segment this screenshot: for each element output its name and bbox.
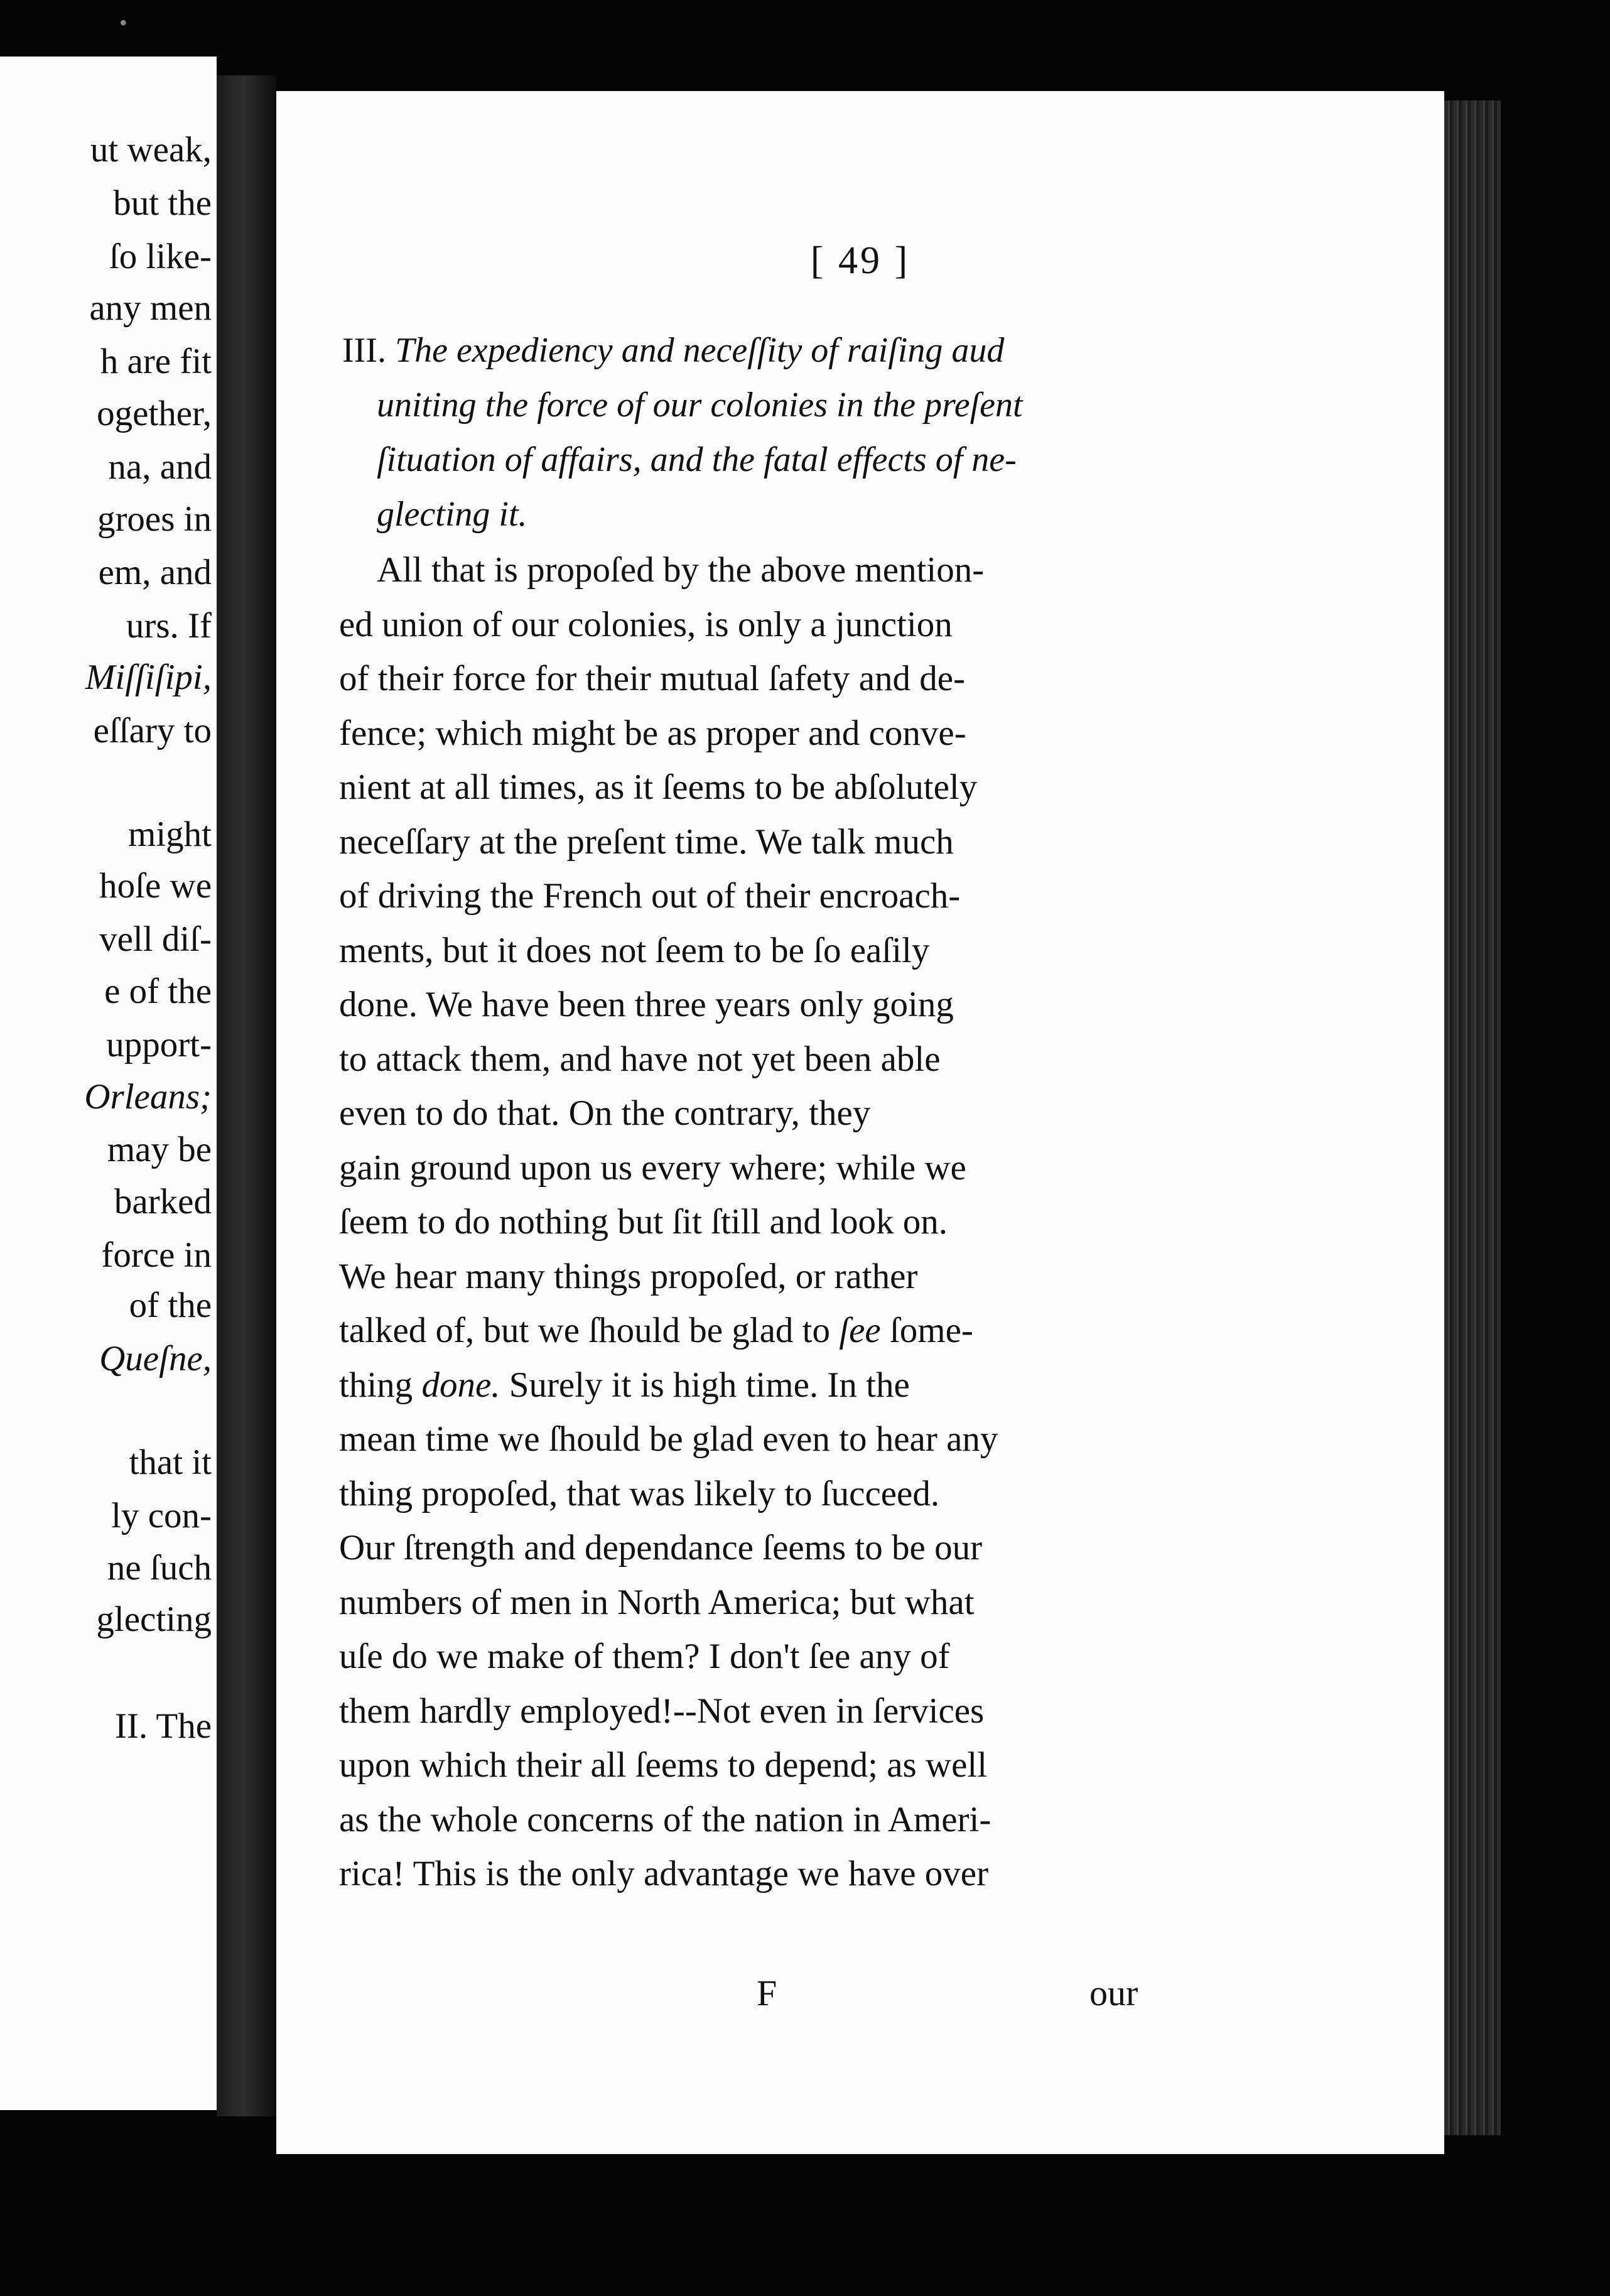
left-page-fragment: Queſne, — [99, 1339, 212, 1378]
heading-line — [342, 487, 1444, 542]
left-page-fragment: hoſe we — [99, 866, 212, 906]
body-line-text: as the whole concerns of the nation in Ameri- — [339, 1799, 991, 1839]
body-line — [339, 815, 1444, 870]
body-line — [339, 707, 1444, 761]
body-line — [339, 543, 1444, 598]
left-page-fragment: e of the — [104, 972, 212, 1011]
section-heading — [342, 323, 1444, 542]
body-line-text: done. We have been three years only going — [339, 985, 954, 1024]
body-line-text: ed union of our colonies, is only a junction — [339, 604, 953, 644]
body-line-text: thing — [339, 1365, 422, 1405]
left-page-fragment: may be — [107, 1130, 212, 1169]
body-line-text: of their force for their mutual ſafety and de- — [339, 659, 966, 698]
left-page-fragment: Miſſiſipi, — [85, 658, 212, 697]
body-line — [339, 1738, 1444, 1793]
body-line — [339, 1141, 1444, 1196]
body-line — [339, 1032, 1444, 1087]
left-page-fragment: barked — [114, 1182, 212, 1221]
body-line — [339, 1467, 1444, 1522]
left-page-fragment: eſſary to — [93, 711, 212, 750]
left-page-fragment: Orleans; — [84, 1077, 212, 1117]
left-page-fragment: of the — [129, 1286, 212, 1325]
body-line — [339, 1576, 1444, 1630]
body-line — [339, 1684, 1444, 1739]
left-page-fragment: ſo like- — [109, 237, 212, 276]
right-page — [276, 91, 1444, 2154]
left-page-fragment: that it — [129, 1443, 212, 1482]
body-line — [339, 1521, 1444, 1576]
body-line — [339, 1847, 1444, 1902]
body-line — [339, 869, 1444, 924]
body-line — [339, 1250, 1444, 1304]
body-line — [339, 1195, 1444, 1250]
heading-line — [342, 378, 1444, 433]
body-line-text: fence; which might be as proper and conve- — [339, 713, 966, 753]
heading-text: The expediency and neceſſity of raiſing aud — [394, 331, 1005, 370]
body-line-text: gain ground upon us every where; while we — [339, 1147, 966, 1188]
heading-line — [342, 433, 1444, 487]
body-line-text: Surely it is high time. In the — [500, 1365, 910, 1405]
body-line-text: numbers of men in North America; but what — [339, 1582, 975, 1622]
heading-text: glecting it. — [377, 495, 527, 534]
body-line-text: rica! This is the only advantage we have over — [339, 1854, 989, 1893]
body-line — [339, 1304, 1444, 1358]
left-page-fragment: h are fit — [100, 342, 212, 381]
left-page-fragment: ut weak, — [90, 130, 212, 170]
body-line — [339, 924, 1444, 978]
body-line-text: upon which their all ſeems to depend; as well — [339, 1745, 988, 1785]
body-line — [339, 598, 1444, 653]
left-page-fragment: ne ſuch — [107, 1548, 212, 1588]
body-line-text: neceſſary at the preſent time. We talk much — [339, 821, 954, 862]
page-number: [ 49 ] — [810, 239, 910, 282]
body-text — [339, 543, 1444, 1902]
left-page-fragment: groes in — [97, 499, 212, 539]
body-line-text: thing propoſed, that was likely to ſucceed. — [339, 1473, 940, 1514]
body-line-text: mean time we ſhould be glad even to hear any — [339, 1419, 998, 1459]
left-page-fragment: urs. If — [126, 606, 212, 646]
heading-line — [342, 323, 1444, 378]
body-line-text: nient at all times, as it ſeems to be abſolutely — [339, 767, 978, 807]
left-page-fragment: but the — [113, 183, 212, 223]
scan-corner-mark: • — [119, 10, 127, 35]
heading-text: uniting the force of our colonies in the preſent — [377, 386, 1023, 425]
left-page-fragment: glecting — [96, 1600, 212, 1639]
catchword: our — [1089, 1973, 1138, 2013]
page-edges — [1444, 100, 1501, 2135]
left-page-fragment: II. The — [114, 1706, 212, 1746]
body-line — [339, 1086, 1444, 1141]
body-line — [339, 761, 1444, 815]
body-line-text: ſome- — [880, 1311, 973, 1350]
left-page-fragment: upport- — [106, 1025, 212, 1064]
body-line-text: ments, but it does not ſeem to be ſo eaſily — [339, 930, 930, 970]
body-line-text: Our ſtrength and dependance ſeems to be our — [339, 1528, 983, 1568]
left-page-fragment: might — [127, 815, 212, 854]
body-line-text: uſe do we make of them? I don't ſee any of — [339, 1637, 950, 1676]
left-page-fragment: na, and — [108, 447, 212, 487]
body-line-text: to attack them, and have not yet been able — [339, 1039, 941, 1079]
body-line — [339, 652, 1444, 707]
body-line-text: All that is propoſed by the above mention- — [377, 550, 985, 590]
body-line-text: of driving the French out of their encroach- — [339, 876, 961, 916]
body-line-text: them hardly employed!--Not even in ſervices — [339, 1691, 985, 1731]
body-line — [339, 1793, 1444, 1848]
book-gutter — [217, 75, 276, 2116]
body-line — [339, 1358, 1444, 1413]
left-page-fragment: force in — [101, 1235, 212, 1275]
body-line — [339, 1412, 1444, 1467]
left-page-fragment: any men — [89, 288, 212, 328]
left-page-fragment: vell diſ- — [99, 919, 212, 959]
body-line-text: done. — [421, 1365, 500, 1405]
signature-mark: F — [757, 1973, 777, 2013]
body-line — [339, 1630, 1444, 1684]
left-page-fragment: ogether, — [97, 394, 212, 433]
left-page-fragment: em, and — [98, 553, 212, 592]
body-line-text: ſee — [839, 1311, 881, 1350]
body-line — [339, 978, 1444, 1032]
heading-text: ſituation of affairs, and the fatal effects of ne- — [377, 440, 1017, 479]
body-line-text: ſeem to do nothing but ſit ſtill and look on. — [339, 1202, 948, 1242]
heading-numeral: III. — [342, 331, 395, 370]
left-page-fragment: ly con- — [111, 1496, 212, 1535]
body-line-text: even to do that. On the contrary, they — [339, 1093, 871, 1133]
left-page — [0, 57, 217, 2110]
body-line-text: We hear many things propoſed, or rather — [339, 1256, 918, 1296]
body-line-text: talked of, but we ſhould be glad to — [339, 1311, 840, 1350]
